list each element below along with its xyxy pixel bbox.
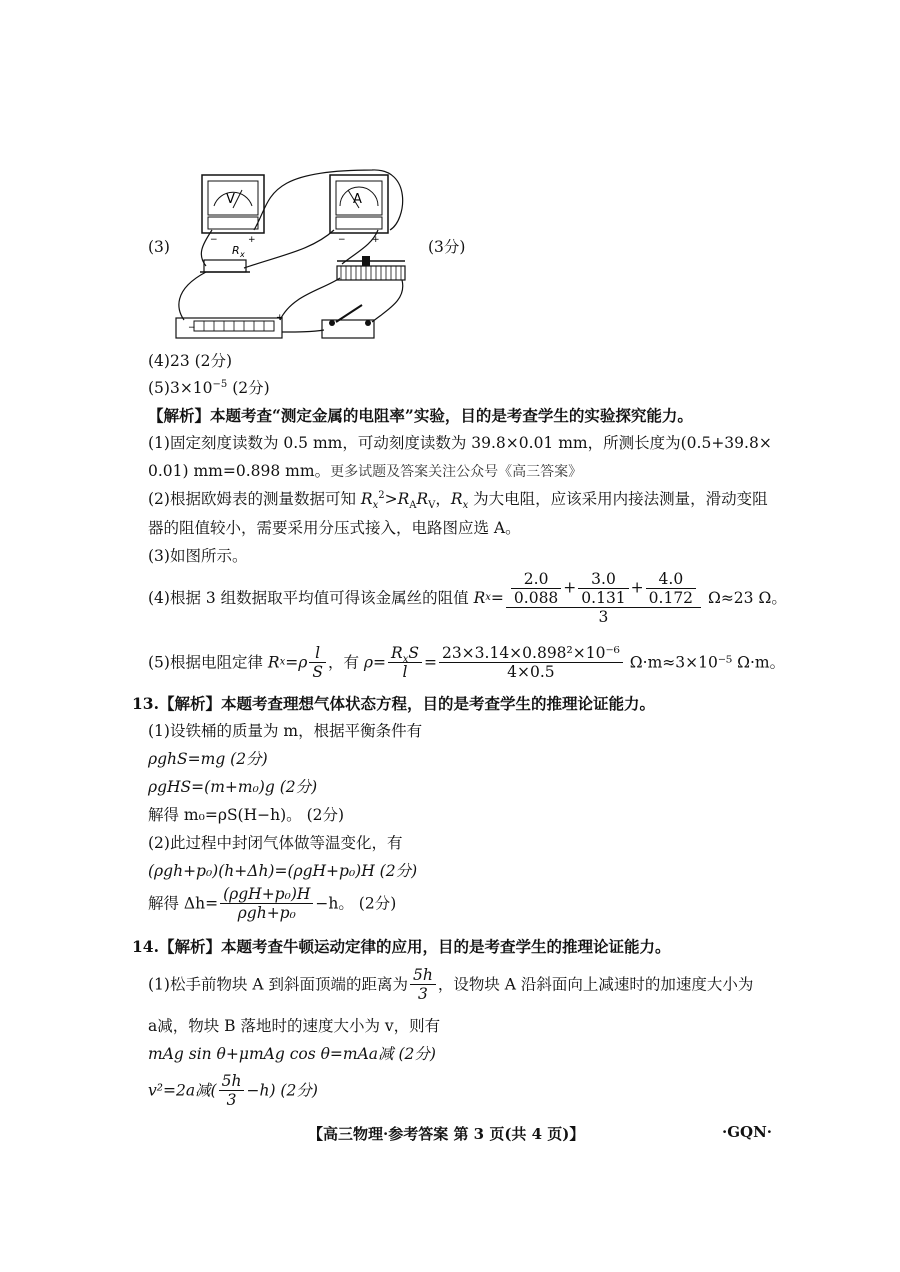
voltmeter-label: V xyxy=(226,192,235,207)
q13-l1: (1)设铁桶的质量为 m，根据平衡条件有 xyxy=(148,722,423,740)
voltmeter-icon xyxy=(202,175,264,245)
resistor-label: R xyxy=(232,244,240,257)
q13-l4: 解得 m₀=ρS(H−h)。 (2分) xyxy=(148,806,345,824)
q13-l6: (ρgh+p₀)(h+Δh)=(ρgH+p₀)H (2分) xyxy=(148,862,418,880)
q14-title: 14.【解析】本题考查牛顿运动定律的应用，目的是考查学生的推理论证能力。 xyxy=(132,937,671,956)
svg-text:+: + xyxy=(276,313,284,323)
battery-icon xyxy=(176,313,284,338)
q13-title: 13.【解析】本题考查理想气体状态方程，目的是考查学生的推理论证能力。 xyxy=(132,694,655,713)
part3-score: (3分) xyxy=(428,238,466,256)
svg-text:−: − xyxy=(188,323,196,333)
svg-text:−: − xyxy=(338,235,346,245)
svg-text:+: + xyxy=(248,235,256,245)
q12-s2-line2: 器的阻值较小，需要采用分压式接入，电路图应选 A。 xyxy=(148,519,521,537)
svg-text:+: + xyxy=(372,235,380,245)
ammeter-label: A xyxy=(353,192,362,207)
q14-l1: (1)松手前物块 A 到斜面顶端的距离为 $\frac{5h}{3}$ ，设物块 A 沿斜面向上减速时的加速度大小为 xyxy=(148,966,754,1003)
resistor-icon xyxy=(200,244,250,272)
q12-s5: (5)根据电阻定律 Rx=ρ $\frac{l}{S}$ ，有 ρ= $\frac{R_xS}{l}$ = $\frac{\text{23×3.14×0.898²×10⁻⁶}}{4\times 0.5}$ Ω·m≈3×10⁻⁵ Ω·m。 xyxy=(148,644,786,681)
q12-s3: (3)如图所示。 xyxy=(148,547,248,565)
s4-fraction: $\frac{2.0}{0.088}$ + $\frac{3.0}{0.131}$ + $\frac{4.0}{0.172}$ 3 xyxy=(506,570,701,626)
ammeter-icon xyxy=(330,175,388,245)
q12-s1-line1: (1)固定刻度读数为 0.5 mm，可动刻度读数为 39.8×0.01 mm，所测长度为(0.5+39.8× xyxy=(148,434,772,452)
part4-answer: (4)23 (2分) xyxy=(148,352,233,370)
footer-code: ·GQN· xyxy=(722,1123,773,1141)
q14-l3: mAg sin θ+μmAg cos θ=mAa减 (2分) xyxy=(148,1045,436,1063)
q12-s4: (4)根据 3 组数据取平均值可得该金属丝的阻值 Rx= $\frac{2.0}{0.088}$ + $\frac{3.0}{0.131}$ + $\frac{4.0}{0.172}$ 3 Ω≈23 Ω。 xyxy=(148,570,787,626)
page-footer: 【高三物理·参考答案 第 3 页(共 4 页)】 xyxy=(308,1125,585,1143)
q13-l5: (2)此过程中封闭气体做等温变化，有 xyxy=(148,834,403,852)
q12-s1-line2: 0.01) mm=0.898 mm。更多试题及答案关注公众号《高三答案》 xyxy=(148,462,583,480)
q12-analysis-title: 【解析】本题考查“测定金属的电阻率”实验，目的是考查学生的实验探究能力。 xyxy=(148,406,693,425)
part3-label: (3) xyxy=(148,238,170,256)
svg-text:−: − xyxy=(210,235,218,245)
svg-text:x: x xyxy=(240,250,245,259)
part5-answer: $(5)3\times 10^{-5}$ (2分) xyxy=(148,378,270,397)
q14-l2: a减，物块 B 落地时的速度大小为 v，则有 xyxy=(148,1017,441,1035)
q13-l2: ρghS=mg (2分) xyxy=(148,750,268,768)
q13-l7: 解得 Δh= $\frac{\text{(ρgH+p₀)H}}{\text{ρgh+p₀}}$ −h。 (2分) xyxy=(148,885,397,922)
circuit-diagram xyxy=(172,160,422,345)
promo-note: 更多试题及答案关注公众号《高三答案》 xyxy=(330,464,583,480)
switch-icon xyxy=(322,305,374,338)
q14-l4: v²=2a减( $\frac{5h}{3}$ −h) (2分) xyxy=(148,1072,318,1109)
q12-s2-line1: (2)根据欧姆表的测量数据可知 $R_x^2>R_AR_V$，$R_x$ 为大电阻，应该采用内接法测量，滑动变阻 xyxy=(148,489,768,512)
q13-l3: ρgHS=(m+m₀)g (2分) xyxy=(148,778,318,796)
